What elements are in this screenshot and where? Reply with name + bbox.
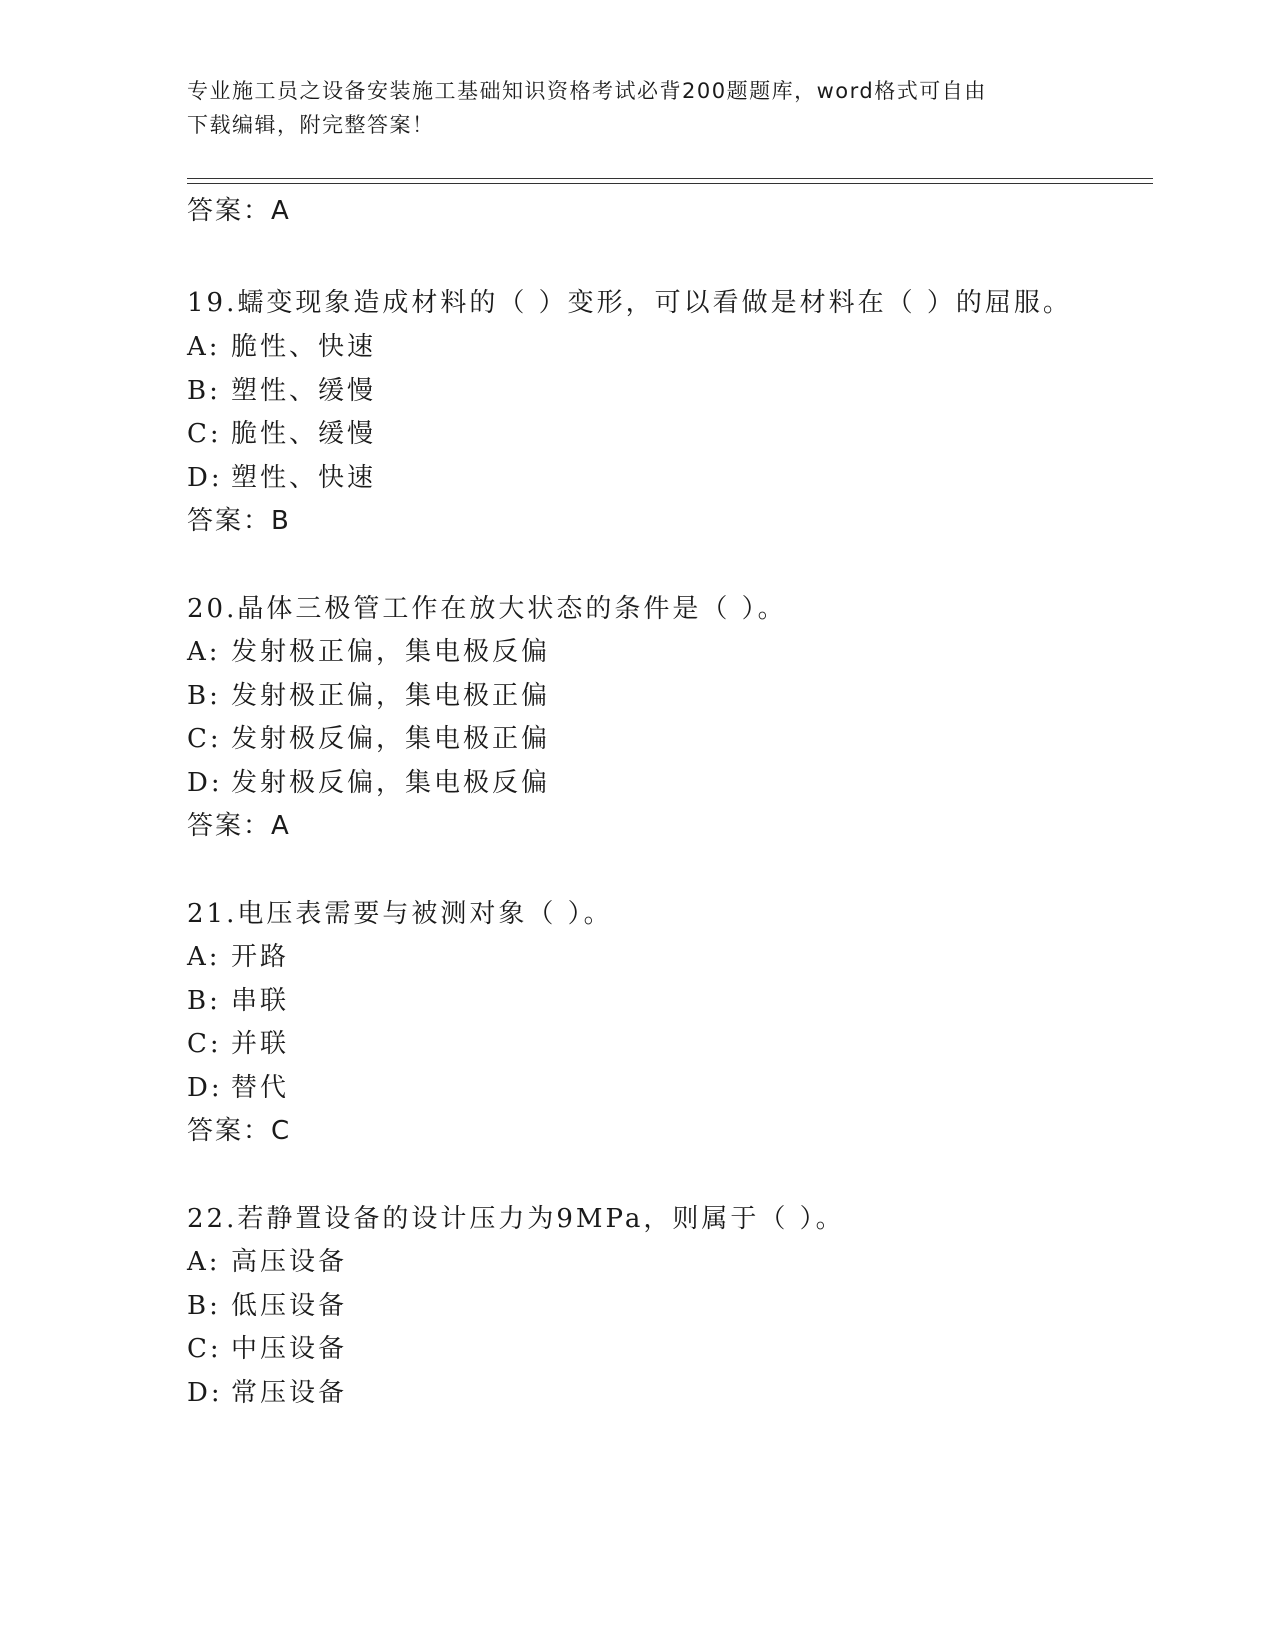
answer-line: 答案：A — [187, 811, 291, 841]
option-line — [187, 1285, 347, 1322]
option-line — [187, 326, 376, 363]
option-line — [187, 1372, 347, 1409]
option-text: 塑性、缓慢 — [231, 376, 377, 406]
option-label: B: — [187, 376, 221, 406]
option-line — [187, 631, 550, 668]
option-line — [187, 936, 289, 973]
question-stem: 20.晶体三极管工作在放大状态的条件是（ ）。 — [187, 594, 787, 624]
option-text: 开路 — [231, 942, 290, 972]
option-text: 高压设备 — [231, 1247, 348, 1277]
question-stem: 22.若静置设备的设计压力为9MPa，则属于（ ）。 — [187, 1204, 845, 1234]
option-line — [187, 457, 376, 494]
option-line — [187, 1023, 289, 1060]
option-line — [187, 675, 550, 712]
option-line — [187, 980, 289, 1017]
option-text: 发射极反偏，集电极正偏 — [231, 724, 551, 754]
option-text: 替代 — [231, 1073, 290, 1103]
header-divider-bottom — [187, 183, 1153, 184]
option-label: C: — [187, 724, 222, 754]
document-header — [187, 74, 1087, 142]
option-text: 脆性、快速 — [231, 332, 377, 362]
answer-line: 答案：A — [187, 196, 291, 226]
option-label: B: — [187, 1291, 221, 1321]
option-text: 并联 — [231, 1029, 290, 1059]
option-text: 发射极反偏，集电极反偏 — [231, 768, 551, 798]
option-label: B: — [187, 681, 221, 711]
option-label: D: — [187, 1073, 223, 1103]
question-stem: 19.蠕变现象造成材料的（ ）变形，可以看做是材料在（ ）的屈服。 — [187, 288, 1072, 318]
option-line — [187, 370, 376, 407]
option-label: D: — [187, 768, 223, 798]
option-label: B: — [187, 986, 221, 1016]
header-line-2: 下载编辑，附完整答案！ — [187, 113, 435, 137]
option-line — [187, 1241, 347, 1278]
option-text: 发射极正偏，集电极正偏 — [231, 681, 551, 711]
header-divider-top — [187, 178, 1153, 179]
option-text: 中压设备 — [231, 1334, 348, 1364]
option-label: C: — [187, 1334, 222, 1364]
option-text: 脆性、缓慢 — [231, 419, 377, 449]
option-text: 常压设备 — [231, 1378, 348, 1408]
option-line — [187, 413, 376, 450]
option-label: A: — [187, 332, 221, 362]
option-line — [187, 1067, 289, 1104]
option-label: D: — [187, 463, 223, 493]
question-stem: 21.电压表需要与被测对象（ ）。 — [187, 899, 613, 929]
header-line-1: 专业施工员之设备安装施工基础知识资格考试必背200题题库，word格式可自由 — [187, 79, 987, 103]
option-line — [187, 762, 550, 799]
option-text: 低压设备 — [231, 1291, 348, 1321]
option-line — [187, 1328, 347, 1365]
option-label: D: — [187, 1378, 223, 1408]
option-line — [187, 718, 550, 755]
answer-line: 答案：B — [187, 506, 291, 536]
option-text: 串联 — [231, 986, 290, 1016]
option-text: 发射极正偏，集电极反偏 — [231, 637, 551, 667]
option-label: C: — [187, 1029, 222, 1059]
option-label: A: — [187, 637, 221, 667]
answer-line: 答案：C — [187, 1116, 292, 1146]
option-label: A: — [187, 1247, 221, 1277]
option-text: 塑性、快速 — [231, 463, 377, 493]
option-label: C: — [187, 419, 222, 449]
option-label: A: — [187, 942, 221, 972]
